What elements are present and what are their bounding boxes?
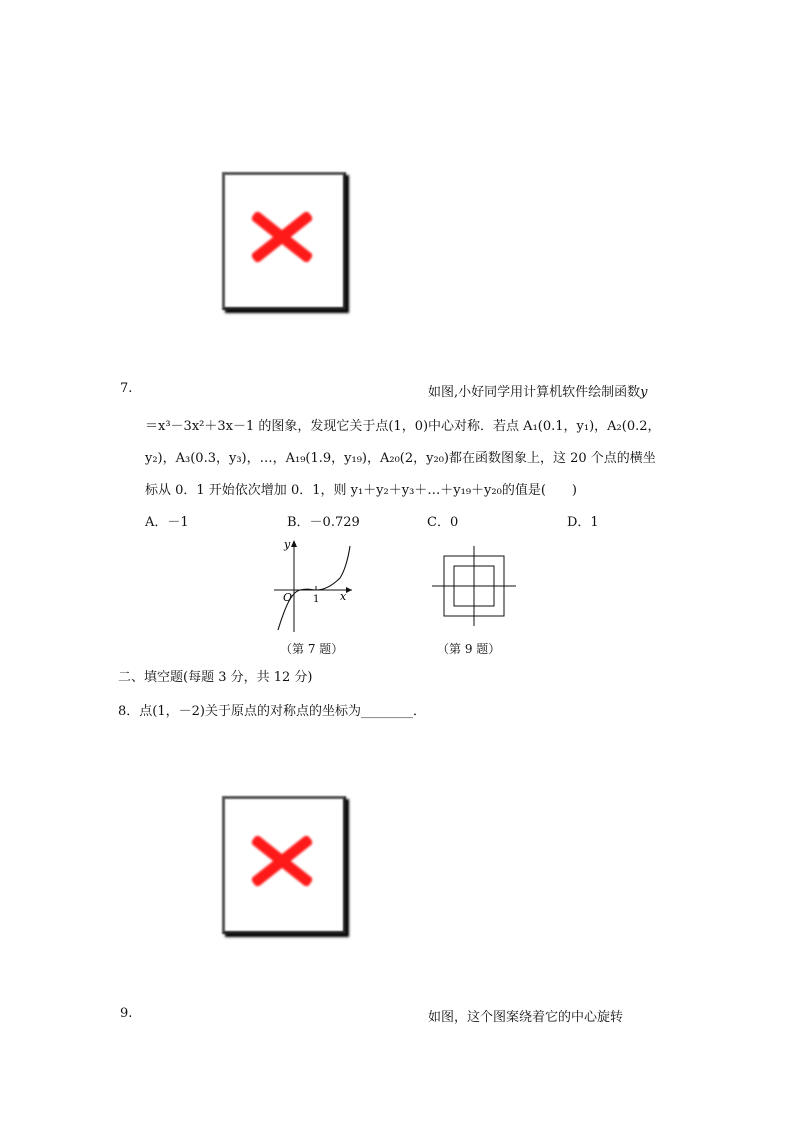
y-axis-arrow [291,540,297,547]
q7-option-c: C．0 [427,515,459,530]
q7-number: 7. [120,381,133,396]
q7-option-b: B．－0.729 [287,515,360,530]
q7-option-d: D．1 [567,515,599,530]
cubic-curve [278,546,350,630]
y-axis-label: y [284,538,291,551]
q9-number: 9. [120,1006,133,1021]
q7-option-a: A．－1 [145,515,189,530]
q7-line4: 标从 0．1 开始依次增加 0．1，则 y₁＋y₂＋y₃＋…＋y₁₉＋y₂₀的值是( ) [145,483,577,498]
broken-image-icon [252,836,312,886]
q7-lead-text: 如图,小好同学用计算机软件绘制函数 [428,385,641,400]
broken-image-1 [222,172,344,308]
q7-y-var: y [640,385,648,400]
x-axis-label: x [340,590,347,603]
q7-lead [428,381,648,400]
broken-image-icon [252,212,312,262]
q7-line3: y₂)，A₃(0.3，y₃)，…，A₁₉(1.9，y₁₉)，A₂₀(2，y₂₀)都在函数图象上，这 20 个点的横坐 [145,451,656,466]
figure-9-caption: （第 9 题） [437,642,501,656]
section-2-heading: 二、填空题(每题 3 分，共 12 分) [118,670,313,685]
origin-label: O [283,591,293,604]
q9-text: 如图，这个图案绕着它的中心旋转 [428,1010,624,1025]
q7-line2: ＝x³－3x²＋3x－1 的图象，发现它关于点(1，0)中心对称．若点 A₁(0.1，y₁)，A₂(0.2， [145,419,661,434]
x-axis-arrow [346,587,352,593]
figure-9-pattern [430,546,518,628]
figure-7-graph [268,536,358,636]
tick-label-1: 1 [313,594,320,605]
q8-text: 8．点(1，－2)关于原点的对称点的坐标为________． [118,704,426,719]
broken-image-2 [222,796,344,932]
figure-7-caption: （第 7 题） [280,642,344,656]
